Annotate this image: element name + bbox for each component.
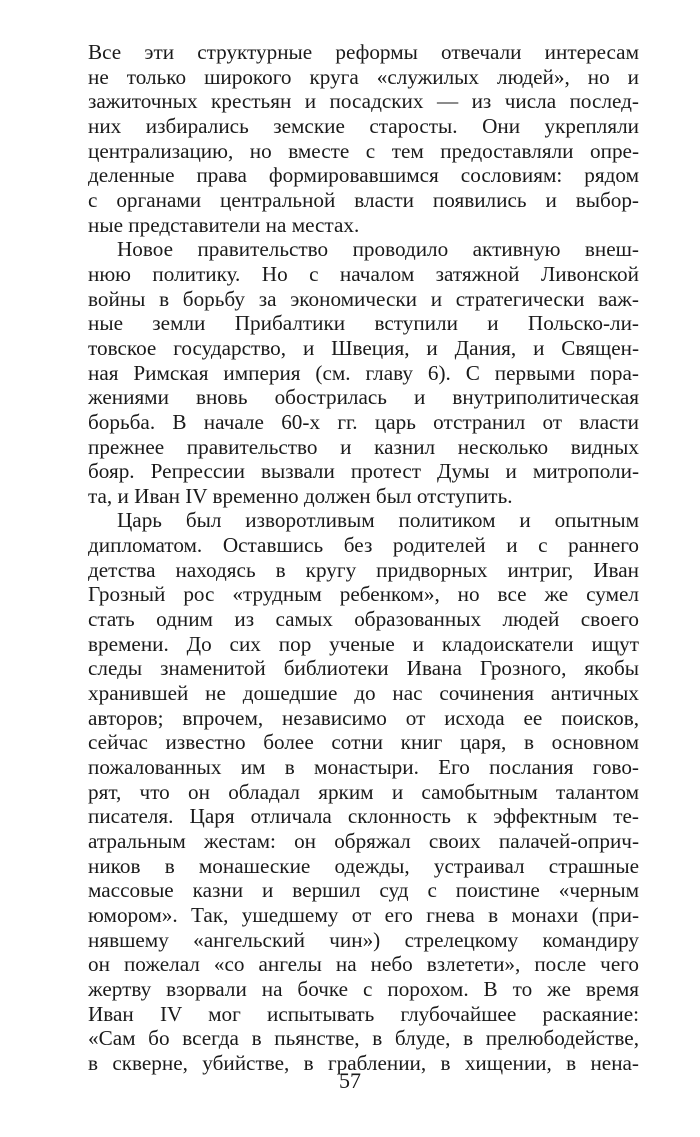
text-line: ников в монашеские одежды, устраивал страшные xyxy=(88,853,639,878)
text-line: времени. До сих пор ученые и кладоискатели ищут xyxy=(88,631,639,656)
text-line: нявшему «ангельский чин») стрелецкому командиру xyxy=(88,927,639,952)
text-line: стать одним из самых образованных людей своего xyxy=(88,607,639,632)
text-line: сейчас известно более сотни книг царя, в основном xyxy=(88,730,639,755)
text-line: хранившей не дошедшие до нас сочинения античных xyxy=(88,681,639,706)
text-line: жениями вновь обострилась и внутриполитическая xyxy=(88,385,639,410)
text-line: писателя. Царя отличала склонность к эффектным те- xyxy=(88,804,639,829)
text-line: Все эти структурные реформы отвечали интересам xyxy=(88,40,639,64)
text-line: централизацию, но вместе с тем предоставляли опре- xyxy=(88,138,639,163)
text-line: войны в борьбу за экономически и стратегически важ- xyxy=(88,286,639,311)
text-line: прежнее правительство и казнил несколько видных xyxy=(88,434,639,459)
text-line: Грозный рос «трудным ребенком», но все же сумел xyxy=(88,582,639,607)
text-line: товское государство, и Швеция, и Дания, и Священ- xyxy=(88,335,639,360)
text-line: дипломатом. Оставшись без родителей и с раннего xyxy=(88,533,639,558)
text-line: борьба. В начале 60-х гг. царь отстранил от власти xyxy=(88,409,639,434)
text-line: в скверне, убийстве, в граблении, в хищении, в нена- xyxy=(88,1050,639,1075)
text-line: них избирались земские старосты. Они укрепляли xyxy=(88,113,639,138)
paragraph xyxy=(88,237,639,508)
text-line: следы знаменитой библиотеки Ивана Грозного, якобы xyxy=(88,656,639,681)
text-line: нюю политику. Но с началом затяжной Ливонской xyxy=(88,261,639,286)
text-line: авторов; впрочем, независимо от исхода ее поисков, xyxy=(88,705,639,730)
text-line: жертву взорвали на бочке с порохом. В то же время xyxy=(88,976,639,1001)
text-line: та, и Иван IV временно должен был отступить. xyxy=(88,483,513,508)
text-line: «Сам бо всегда в пьянстве, в блуде, в прелюбодействе, xyxy=(88,1026,639,1051)
text-line: рят, что он обладал ярким и самобытным талантом xyxy=(88,779,639,804)
paragraph xyxy=(88,40,639,237)
text-line: ные представители на местах. xyxy=(88,212,360,237)
text-line: зажиточных крестьян и посадских — из числа послед- xyxy=(88,89,639,114)
text-line: бояр. Репрессии вызвали протест Думы и митрополи- xyxy=(88,459,639,484)
text-line: Иван IV мог испытывать глубочайшее раскаяние: xyxy=(88,1001,639,1026)
text-line: атральным жестам: он обряжал своих палачей-оприч- xyxy=(88,829,639,853)
text-line: массовые казни и вершил суд с поистине «черным xyxy=(88,878,639,903)
text-line: он пожелал «со ангелы на небо взлетети», после чего xyxy=(88,952,639,977)
text-line: ные земли Прибалтики вступили и Польско-ли- xyxy=(88,311,639,336)
paragraph xyxy=(88,508,639,1075)
text-line: юмором». Так, ушедшему от его гнева в монахи (при- xyxy=(88,902,639,927)
text-line: Царь был изворотливым политиком и опытным xyxy=(117,508,639,533)
text-line: с органами центральной власти появились и выбор- xyxy=(88,187,639,212)
text-line: ная Римская империя (см. главу 6). С первыми пора- xyxy=(88,360,639,385)
text-line: Новое правительство проводило активную внеш- xyxy=(117,237,639,262)
text-line: детства находясь в кругу придворных интриг, Иван xyxy=(88,557,639,582)
text-line: пожалованных им в монастыри. Его послания гово- xyxy=(88,755,639,780)
text-line: деленные права формировавшимся сословиям: рядом xyxy=(88,163,639,188)
body-text xyxy=(88,40,639,1076)
text-line: не только широкого круга «служилых людей», но и xyxy=(88,64,639,89)
page-number: 57 xyxy=(339,1068,361,1093)
